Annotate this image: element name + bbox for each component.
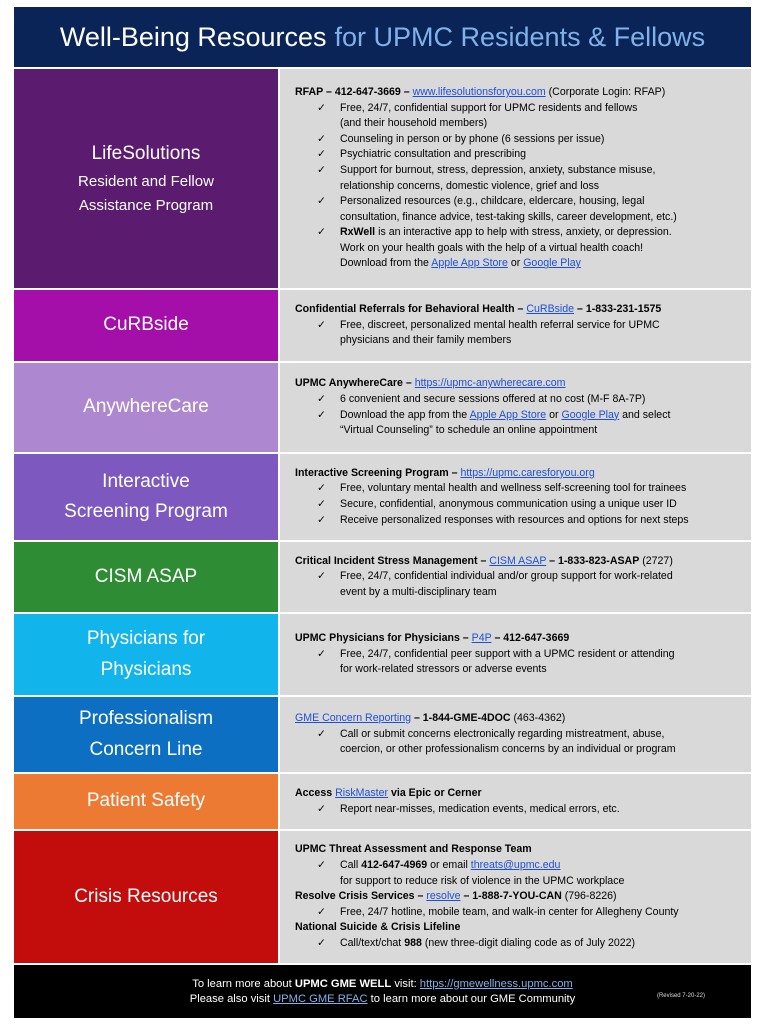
check-icon: ✓ [317, 513, 326, 526]
bullet-text: Free, 24/7, confidential individual and/or group support for work-related [340, 570, 673, 583]
footer-line-2 [190, 992, 576, 1007]
bullet-text [340, 256, 745, 272]
details-curbside [280, 290, 751, 361]
bullet-text: Free, voluntary mental health and wellness self-screening tool for trainees [340, 482, 687, 495]
check-icon: ✓ [317, 392, 326, 405]
bullet-text: Call or submit concerns electronically regarding mistreatment, abuse, [340, 727, 665, 740]
check-icon: ✓ [317, 802, 326, 815]
bullet-text: relationship concerns, domestic violence, grief and loss [340, 179, 600, 192]
bullet-text: Secure, confidential, anonymous communication using a unique user ID [340, 498, 677, 510]
list-item [295, 225, 745, 272]
bullet-text: Support for burnout, stress, depression, anxiety, substance misuse, [340, 163, 656, 176]
check-icon: ✓ [317, 498, 326, 510]
cism-title: CISM ASAP [94, 565, 198, 587]
screening-title-1: Interactive [102, 470, 190, 492]
check-icon: ✓ [317, 859, 326, 872]
riskmaster-link[interactable]: RiskMaster [335, 786, 389, 799]
list-item [295, 163, 745, 194]
revised-date: (Revised 7-20-22) [656, 993, 705, 999]
bullet-text: Receive personalized responses with resources and options for next steps [340, 513, 689, 526]
curbside-phone: – 1-833-231-1575 [577, 303, 662, 316]
cism-heading: Critical Incident Stress Management – [295, 554, 487, 567]
check-icon: ✓ [317, 727, 326, 740]
curbside-link[interactable]: CuRBside [526, 303, 575, 316]
p4p-heading: UPMC Physicians for Physicians – [295, 632, 469, 645]
anywherecare-heading: UPMC AnywhereCare – [295, 377, 412, 390]
curbside-title: CuRBside [103, 314, 189, 336]
list-item [295, 194, 745, 225]
bullet-text: consultation, finance advice, test-taking skills, career development, etc.) [340, 210, 677, 223]
label-crisis [14, 831, 280, 963]
check-icon: ✓ [317, 132, 326, 145]
bullet-text: Personalized resources (e.g., childcare, eldercare, housing, legal [340, 195, 645, 208]
p4p-title-2: Physicians [100, 658, 192, 680]
footer-line-1 [192, 977, 573, 992]
bullet-text: Counseling in person or by phone (6 sessions per issue) [340, 132, 605, 145]
bullet-text: or [510, 257, 521, 270]
page-footer [14, 965, 751, 1018]
bullet-text: Free, discreet, personalized mental health referral service for UPMC [340, 318, 660, 331]
list-item [295, 727, 745, 758]
bullet-text: 6 convenient and secure sessions offered at no cost (M-F 8A-7P) [340, 392, 646, 405]
label-p4p [14, 614, 280, 695]
list-item [295, 905, 745, 921]
bullet-text [340, 225, 745, 241]
check-icon: ✓ [317, 101, 326, 114]
details-patient-safety [280, 774, 751, 829]
crisis-heading-1 [295, 842, 745, 858]
list-item [295, 497, 745, 513]
threat-team-heading: UPMC Threat Assessment and Response Team [295, 843, 532, 856]
bullet-text: for work-related stressors or adverse events [340, 663, 547, 676]
details-cism [280, 542, 751, 612]
cism-phone: – 1-833-823-ASAP [549, 554, 640, 567]
header-title: Well-Being Resources [59, 21, 327, 52]
bullet-text: coercion, or other professionalism concerns by an individual or program [340, 743, 676, 756]
list-item [295, 392, 745, 408]
resolve-link[interactable]: resolve [426, 890, 461, 903]
bullet-text [340, 936, 745, 952]
list-item [295, 569, 745, 600]
bullet-text: for support to reduce risk of violence in the UPMC workplace [340, 874, 625, 887]
p4p-header [295, 631, 745, 647]
screening-header [295, 466, 745, 482]
cism-link[interactable]: CISM ASAP [489, 554, 547, 567]
header-title-accent: for UPMC Residents & Fellows [334, 21, 706, 52]
anywherecare-title: AnywhereCare [83, 396, 209, 418]
label-cism [14, 542, 280, 612]
footer-brand: UPMC GME WELL [294, 977, 392, 990]
row-anywherecare [14, 363, 751, 452]
curbside-header [295, 302, 745, 318]
footer-text: to learn more about our GME Community [370, 992, 576, 1005]
list-item [295, 802, 745, 818]
check-icon: ✓ [317, 163, 326, 176]
curbside-heading: Confidential Referrals for Behavioral Health – [295, 303, 524, 316]
label-anywherecare [14, 363, 280, 452]
check-icon: ✓ [317, 318, 326, 331]
lifesolutions-login: (Corporate Login: RFAP) [548, 85, 666, 98]
crisis-title: Crisis Resources [74, 885, 218, 907]
gmewellness-link[interactable]: https://gmewellness.upmc.com [419, 977, 573, 990]
row-crisis [14, 831, 751, 963]
list-item [295, 132, 745, 148]
row-cism [14, 542, 751, 612]
list-item [295, 481, 745, 497]
resolve-phone: – 1-888-7-YOU-CAN [463, 890, 562, 903]
row-p4p [14, 614, 751, 695]
list-item [295, 318, 745, 349]
patient-safety-title: Patient Safety [86, 790, 206, 812]
bullet-text: Psychiatric consultation and prescribing [340, 148, 527, 161]
bullet-text: Call/text/chat [340, 936, 402, 949]
bullet-text [340, 858, 745, 874]
lifesolutions-phone: RFAP – 412-647-3669 – [295, 85, 410, 98]
bullet-text: Download from the [340, 257, 429, 270]
screening-title-2: Screening Program [64, 501, 228, 522]
professionalism-title-2: Concern Line [89, 738, 203, 760]
details-lifesolutions [280, 69, 751, 288]
google-play-link[interactable]: Google Play [523, 257, 581, 270]
rxwell-label: RxWell [340, 226, 376, 239]
bullet-text: or email [430, 859, 468, 872]
bullet-text: Download the app from the [340, 408, 468, 421]
list-item [295, 513, 745, 529]
threat-team-phone: 412-647-4969 [361, 859, 428, 872]
bullet-text: or [549, 408, 559, 421]
anywherecare-header [295, 376, 745, 392]
professionalism-header [295, 711, 745, 727]
cism-header [295, 554, 745, 570]
page-header [14, 7, 751, 67]
lifesolutions-subtitle-1: Resident and Fellow [78, 172, 214, 190]
label-lifesolutions [14, 69, 280, 288]
threats-email-link[interactable]: threats@upmc.edu [470, 859, 561, 872]
p4p-link[interactable]: P4P [471, 632, 492, 645]
check-icon: ✓ [317, 482, 326, 495]
check-icon: ✓ [317, 195, 326, 208]
lifesolutions-title: LifeSolutions [91, 143, 201, 165]
patient-safety-heading: Access [295, 786, 333, 799]
screening-heading: Interactive Screening Program – [295, 466, 458, 479]
bullet-text: and select [622, 408, 671, 421]
professionalism-title-1: Professionalism [78, 708, 214, 730]
bullet-text: “Virtual Counseling” to schedule an online appointment [340, 424, 598, 437]
gme-concern-reporting-link[interactable]: GME Concern Reporting [295, 712, 411, 725]
check-icon: ✓ [317, 905, 326, 918]
bullet-text: (new three-digit dialing code as of July 2022) [424, 936, 636, 949]
label-screening [14, 454, 280, 540]
apple-app-store-link[interactable]: Apple App Store [469, 408, 547, 421]
check-icon: ✓ [317, 226, 326, 239]
lifeline-number: 988 [404, 936, 422, 949]
gme-rfac-link[interactable]: UPMC GME RFAC [273, 992, 368, 1005]
anywherecare-link[interactable]: https://upmc-anywherecare.com [414, 377, 566, 390]
bullet-text: Call [340, 859, 359, 872]
screening-link[interactable]: https://upmc.caresforyou.org [460, 466, 595, 479]
row-professionalism [14, 697, 751, 772]
professionalism-phone-digits: (463-4362) [513, 712, 566, 725]
lifeline-heading: National Suicide & Crisis Lifeline [295, 921, 461, 934]
check-icon: ✓ [317, 647, 326, 660]
bullet-text [340, 408, 745, 424]
details-crisis [280, 831, 751, 963]
bullet-text: physicians and their family members [340, 334, 512, 347]
bullet-text: Work on your health goals with the help of a virtual health coach! [340, 241, 644, 254]
list-item [295, 408, 745, 439]
list-item [295, 647, 745, 678]
crisis-heading-2 [295, 889, 745, 905]
check-icon: ✓ [317, 936, 326, 949]
apple-app-store-link[interactable]: Apple App Store [431, 257, 508, 270]
list-item [295, 936, 745, 952]
resolve-heading: Resolve Crisis Services – [295, 890, 424, 903]
professionalism-phone: – 1-844-GME-4DOC [413, 712, 511, 725]
details-screening [280, 454, 751, 540]
label-patient-safety [14, 774, 280, 829]
row-screening [14, 454, 751, 540]
details-p4p [280, 614, 751, 695]
list-item [295, 147, 745, 163]
resolve-phone-digits: (796-8226) [564, 890, 617, 903]
cism-phone-digits: (2727) [642, 554, 673, 567]
crisis-heading-3 [295, 920, 745, 936]
bullet-text: Report near-misses, medication events, medical errors, etc. [340, 802, 620, 815]
check-icon: ✓ [317, 148, 326, 161]
check-icon: ✓ [317, 570, 326, 583]
footer-text: To learn more about [192, 977, 292, 990]
check-icon: ✓ [317, 408, 326, 421]
bullet-text: is an interactive app to help with stress, anxiety, or depression. [378, 226, 672, 239]
bullet-text: Free, 24/7 hotline, mobile team, and walk-in center for Allegheny County [340, 905, 679, 918]
details-anywherecare [280, 363, 751, 452]
lifesolutions-link[interactable]: www.lifesolutionsforyou.com [412, 85, 546, 98]
p4p-title-1: Physicians for [86, 628, 206, 650]
p4p-phone: – 412-647-3669 [494, 632, 570, 645]
patient-safety-header [295, 786, 745, 802]
bullet-text: Free, 24/7, confidential support for UPMC residents and fellows [340, 101, 638, 114]
lifesolutions-subtitle-2: Assistance Program [78, 196, 214, 214]
patient-safety-heading-tail: via Epic or Cerner [391, 786, 482, 799]
row-patient-safety [14, 774, 751, 829]
footer-text: visit: [394, 977, 417, 990]
lifesolutions-header [295, 85, 745, 101]
list-item [295, 101, 745, 132]
list-item [295, 858, 745, 889]
row-lifesolutions [14, 69, 751, 288]
label-curbside [14, 290, 280, 361]
details-professionalism [280, 697, 751, 772]
bullet-text: event by a multi-disciplinary team [340, 585, 497, 598]
bullet-text: Free, 24/7, confidential peer support with a UPMC resident or attending [340, 647, 675, 660]
row-curbside [14, 290, 751, 361]
google-play-link[interactable]: Google Play [561, 408, 620, 421]
footer-text: Please also visit [189, 992, 270, 1005]
label-professionalism [14, 697, 280, 772]
bullet-text: (and their household members) [340, 117, 488, 130]
